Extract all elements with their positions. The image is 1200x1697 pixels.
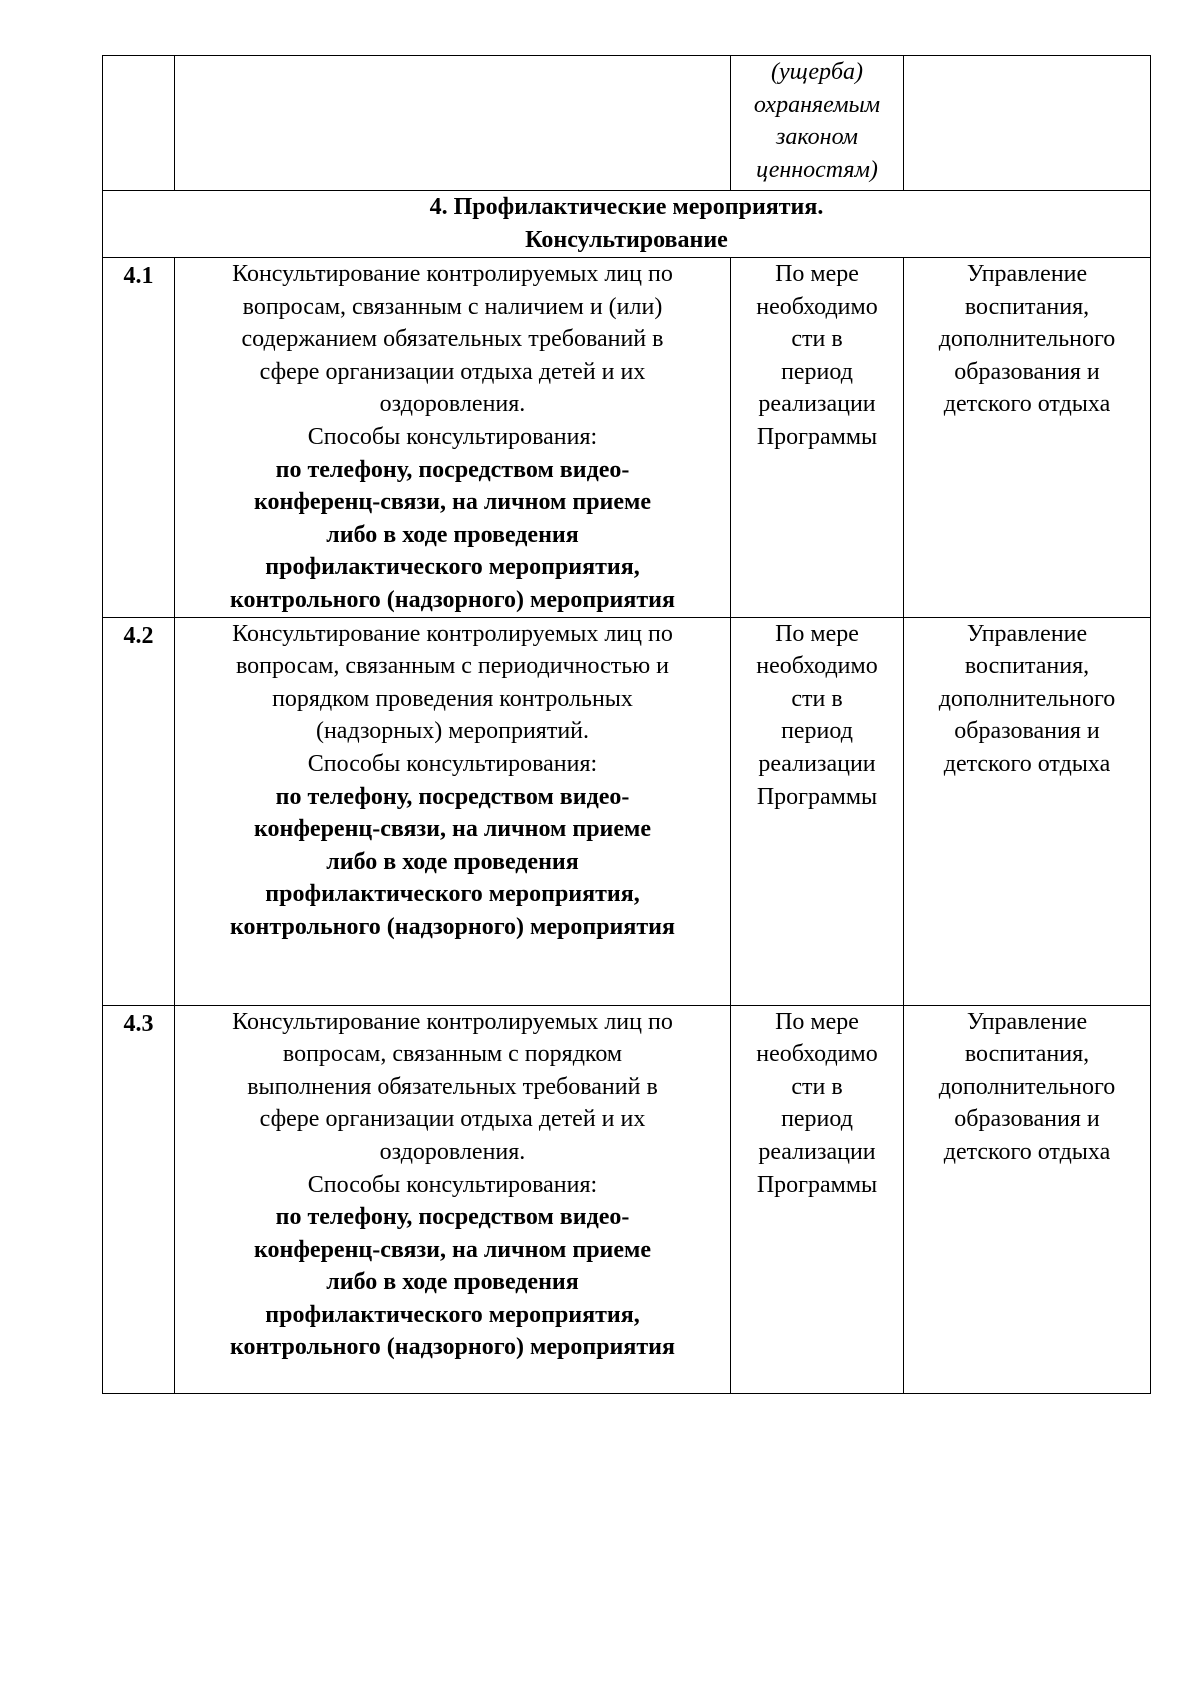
methods-line: профилактического мероприятия, xyxy=(265,554,640,581)
responsible-line: Управление xyxy=(966,261,1088,287)
methods-line: по телефону, посредством видео- xyxy=(275,783,630,810)
methods-line: либо в ходе проведения xyxy=(326,1269,579,1296)
responsible-line: Управление xyxy=(966,620,1088,647)
term-line: (ущерба) xyxy=(770,59,864,85)
term-line: Программы xyxy=(756,1171,878,1198)
responsible-line: образования и xyxy=(954,718,1100,745)
responsible-line: дополнительного xyxy=(938,326,1116,353)
description-line: вопросам, связанным с порядком xyxy=(282,1041,623,1068)
description-line: сфере организации отдыха детей и их xyxy=(259,358,646,385)
row-number: 4.3 xyxy=(103,1005,175,1393)
methods-line: по телефону, посредством видео- xyxy=(275,1204,630,1231)
responsible-cell xyxy=(904,1005,1151,1393)
description-line: оздоровления. xyxy=(379,391,526,418)
methods-line: конференц-связи, на личном приеме xyxy=(253,489,652,516)
table-row xyxy=(103,258,1151,618)
description-line: выполнения обязательных требований в xyxy=(247,1073,658,1100)
responsible-cell xyxy=(904,258,1151,618)
responsible-line: воспитания, xyxy=(964,653,1090,680)
methods-label: Способы консультирования: xyxy=(307,750,598,777)
section-title xyxy=(103,191,1151,258)
description-line: оздоровления. xyxy=(379,1138,526,1165)
description-line: Консультирование контролируемых лиц по xyxy=(232,620,673,647)
responsible-cell xyxy=(904,56,1151,191)
responsible-line: детского отдыха xyxy=(943,1138,1111,1165)
methods-line: по телефону, посредством видео- xyxy=(275,456,630,483)
term-cell xyxy=(731,1005,904,1393)
description-cell xyxy=(175,617,731,1005)
row-number: 4.2 xyxy=(103,617,175,1005)
description-line: вопросам, связанным с периодичностью и xyxy=(236,653,669,680)
term-line: законом xyxy=(776,124,858,151)
term-line: По мере xyxy=(775,1008,859,1035)
term-line: реализации xyxy=(758,391,876,418)
methods-line: контрольного (надзорного) мероприятия xyxy=(230,913,675,940)
responsible-cell xyxy=(904,617,1151,1005)
term-line: реализации xyxy=(758,750,876,777)
term-line: Программы xyxy=(756,783,878,810)
term-line: период xyxy=(781,358,853,385)
row-number: 4.1 xyxy=(103,258,175,618)
methods-line: конференц-связи, на личном приеме xyxy=(253,816,652,843)
methods-line: либо в ходе проведения xyxy=(326,848,579,875)
description-line: Консультирование контролируемых лиц по xyxy=(232,1008,673,1035)
methods-label: Способы консультирования: xyxy=(307,423,598,450)
methods-line: либо в ходе проведения xyxy=(326,521,579,548)
term-cell xyxy=(731,258,904,618)
description-line: сфере организации отдыха детей и их xyxy=(259,1106,646,1133)
methods-line: контрольного (надзорного) мероприятия xyxy=(230,586,675,613)
term-line: сти в xyxy=(791,326,843,353)
table-row xyxy=(103,1005,1151,1393)
responsible-line: дополнительного xyxy=(938,1073,1116,1100)
description-cell xyxy=(175,258,731,618)
methods-line: контрольного (надзорного) мероприятия xyxy=(230,1334,675,1361)
section-header-row xyxy=(103,191,1151,258)
description-line: Консультирование контролируемых лиц по xyxy=(232,261,673,287)
methods-line: профилактического мероприятия, xyxy=(265,1301,640,1328)
term-line: реализации xyxy=(758,1138,876,1165)
term-line: охраняемым xyxy=(753,91,881,118)
responsible-line: образования и xyxy=(954,1106,1100,1133)
responsible-line: воспитания, xyxy=(964,293,1090,320)
term-line: необходимо xyxy=(756,653,878,680)
section-title-line: Консультирование xyxy=(525,226,728,253)
term-line: По мере xyxy=(775,261,859,287)
table-row xyxy=(103,617,1151,1005)
methods-line: конференц-связи, на личном приеме xyxy=(253,1236,652,1263)
term-line: период xyxy=(781,1106,853,1133)
measures-table xyxy=(102,55,1151,1394)
term-cell xyxy=(731,56,904,191)
description-cell xyxy=(175,56,731,191)
term-line: По мере xyxy=(775,620,859,647)
methods-label: Способы консультирования: xyxy=(307,1171,598,1198)
methods-line: профилактического мероприятия, xyxy=(265,881,640,908)
term-line: период xyxy=(781,718,853,745)
section-title-line: 4. Профилактические мероприятия. xyxy=(429,194,824,220)
term-line: сти в xyxy=(791,685,843,712)
description-line: (надзорных) мероприятий. xyxy=(315,718,590,745)
term-line: необходимо xyxy=(756,1041,878,1068)
term-cell xyxy=(731,617,904,1005)
number-cell xyxy=(103,56,175,191)
description-line: вопросам, связанным с наличием и (или) xyxy=(242,293,663,320)
term-line: сти в xyxy=(791,1073,843,1100)
description-line: содержанием обязательных требований в xyxy=(241,326,664,353)
responsible-line: детского отдыха xyxy=(943,391,1111,418)
description-cell xyxy=(175,1005,731,1393)
term-line: Программы xyxy=(756,423,878,450)
term-line: ценностям) xyxy=(756,156,878,183)
responsible-line: образования и xyxy=(954,358,1100,385)
responsible-line: дополнительного xyxy=(938,685,1116,712)
responsible-line: детского отдыха xyxy=(943,750,1111,777)
description-line: порядком проведения контрольных xyxy=(272,685,633,712)
responsible-line: воспитания, xyxy=(964,1041,1090,1068)
responsible-line: Управление xyxy=(966,1008,1088,1035)
term-line: необходимо xyxy=(756,293,878,320)
table-row-continuation xyxy=(103,56,1151,191)
